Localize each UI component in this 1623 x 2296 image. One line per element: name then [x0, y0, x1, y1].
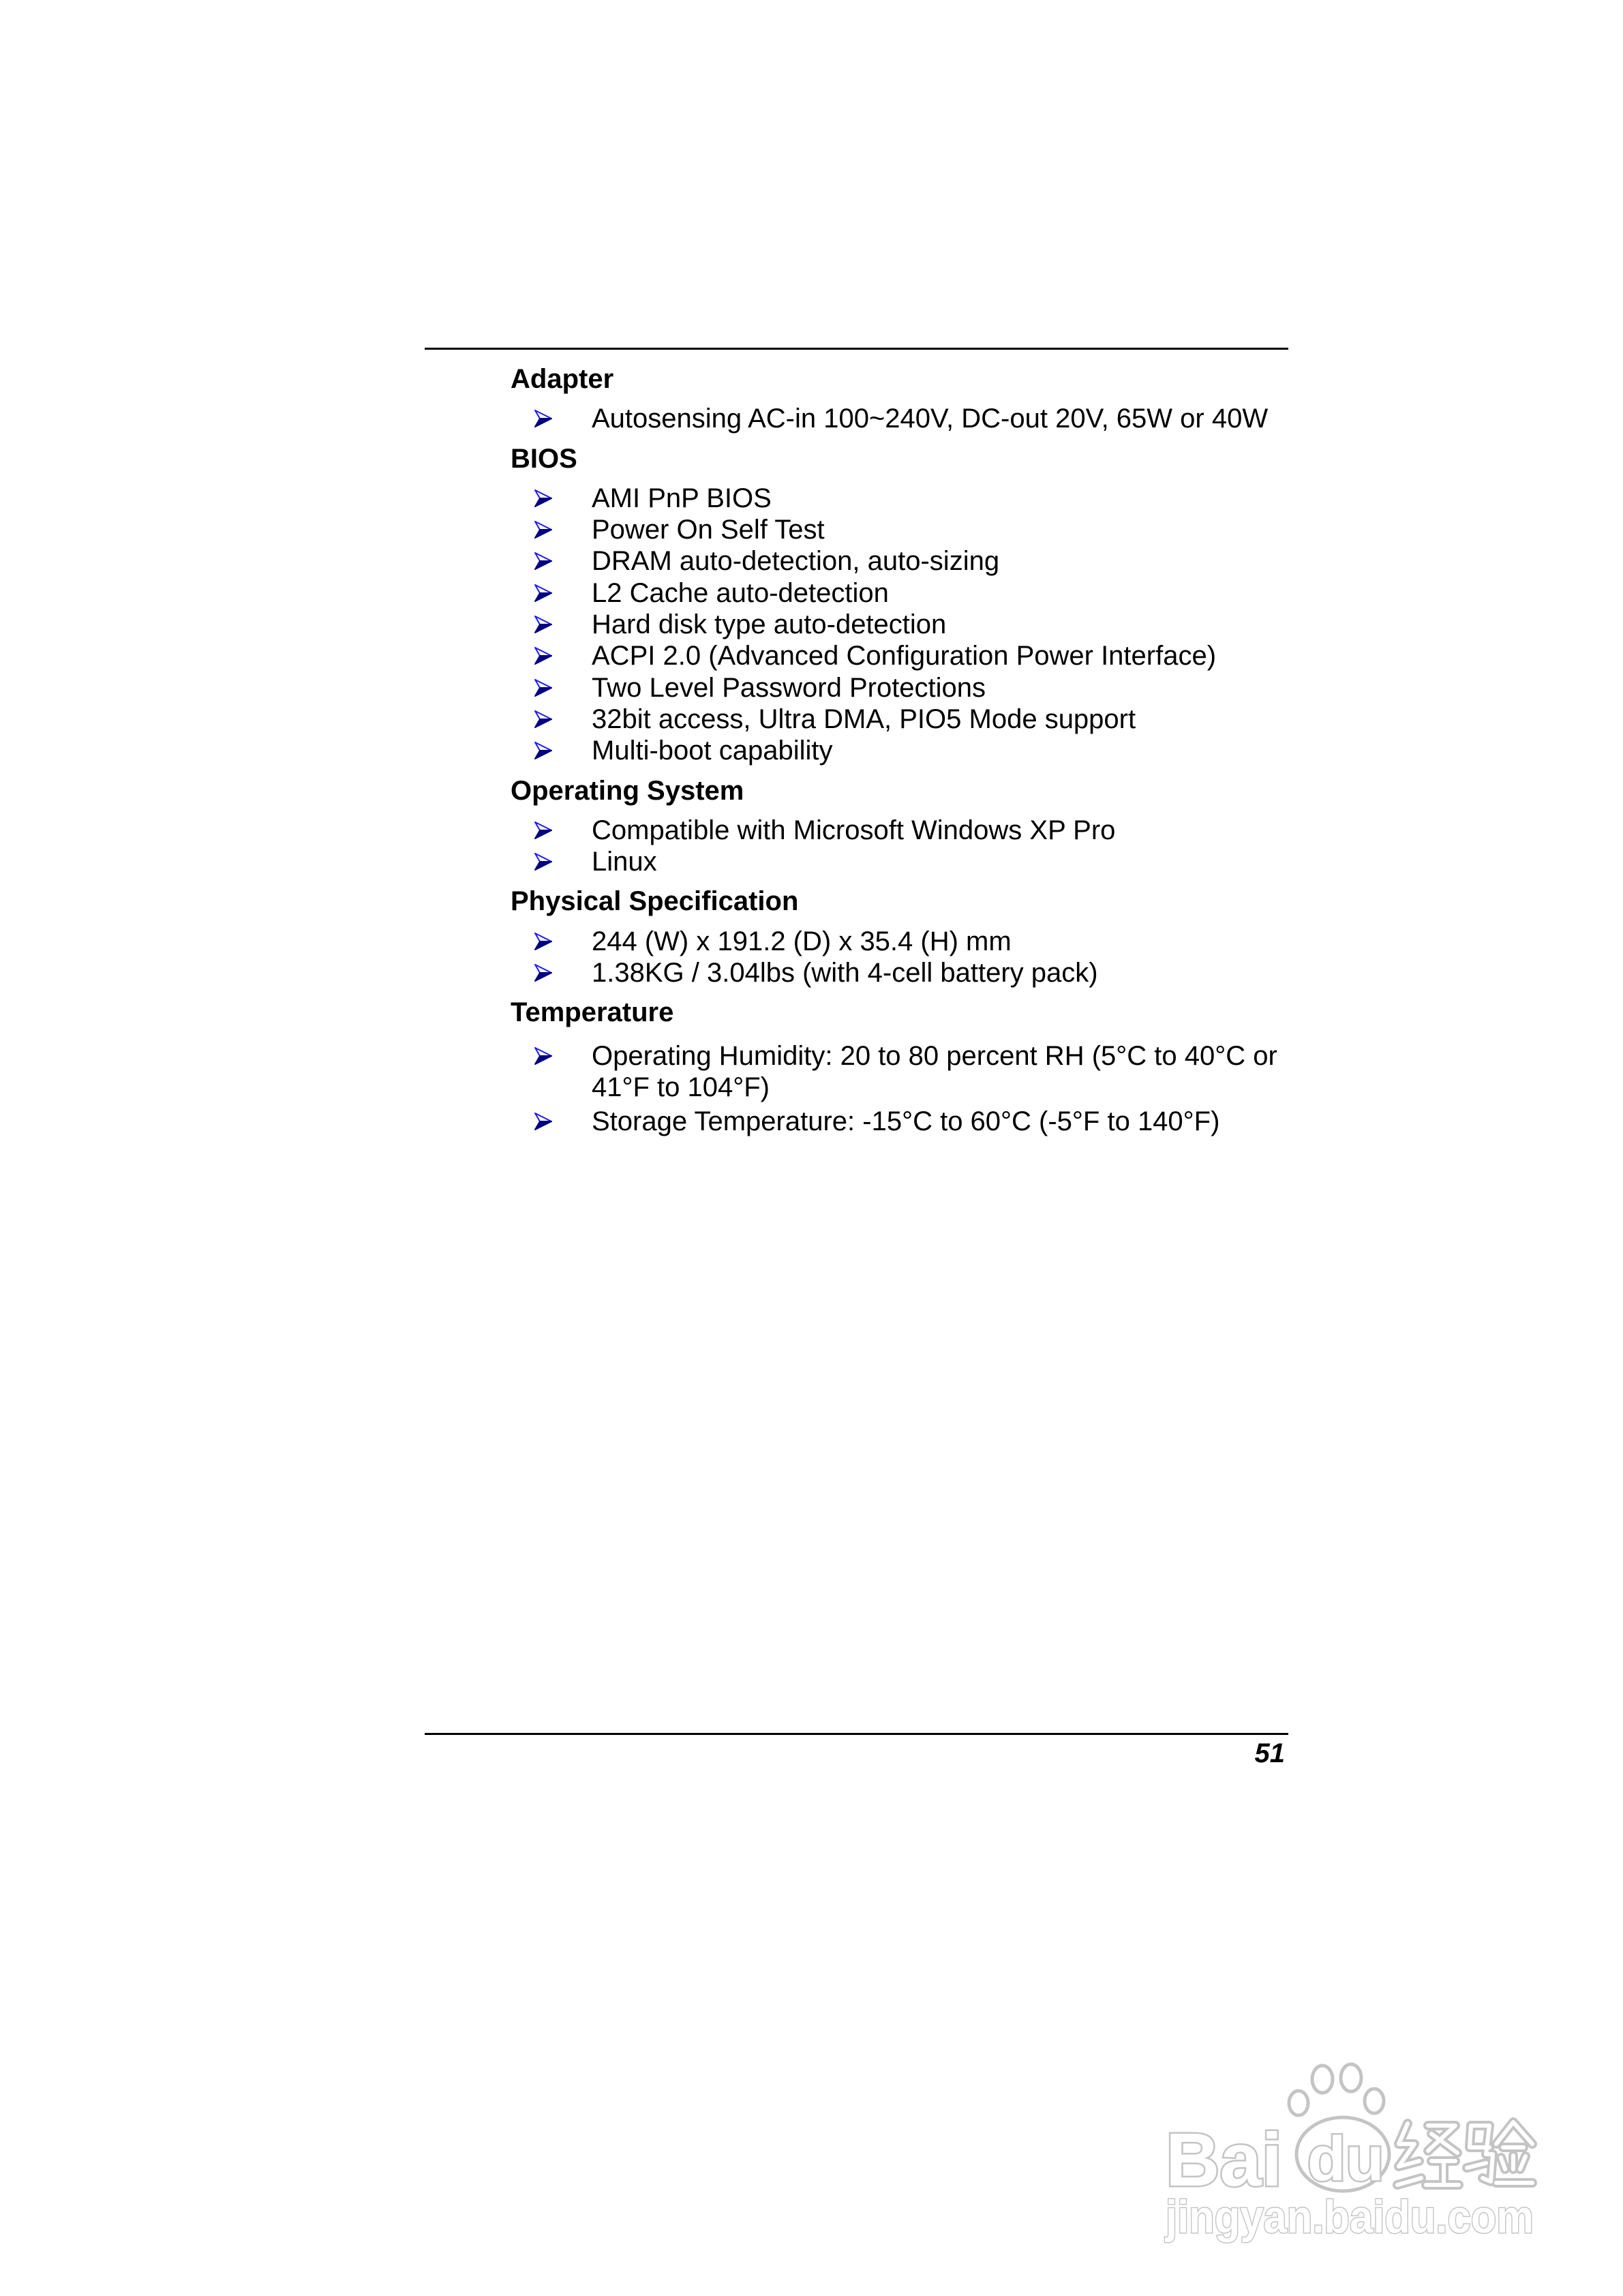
page-number: 51	[1254, 1738, 1285, 1768]
arrowhead-bullet-icon	[534, 521, 552, 539]
section-bios	[511, 443, 1288, 767]
list-item	[511, 403, 1288, 434]
watermark-cn-glyphs	[1397, 2122, 1532, 2185]
section-temperature	[511, 997, 1288, 1137]
section-adapter	[511, 363, 1288, 435]
list-item-text: AMI PnP BIOS	[592, 483, 772, 513]
list-item	[511, 672, 1288, 704]
list-item-text: Compatible with Microsoft Windows XP Pro	[592, 815, 1116, 845]
list-item	[511, 483, 1288, 514]
section-heading: Operating System	[511, 775, 744, 806]
section-heading: Adapter	[511, 364, 614, 394]
list-item-text: 32bit access, Ultra DMA, PIO5 Mode support	[592, 704, 1136, 734]
spec-list	[511, 363, 1288, 1138]
arrowhead-bullet-icon	[534, 552, 552, 570]
list-item-text: 1.38KG / 3.04lbs (with 4-cell battery pack)	[592, 958, 1098, 988]
arrowhead-bullet-icon	[534, 821, 552, 839]
watermark-url: jingyan.baidu.com	[1164, 2191, 1534, 2243]
list-item-text: Power On Self Test	[592, 515, 825, 545]
watermark-brand-left: Bai	[1166, 2118, 1283, 2202]
list-item-text: Storage Temperature: -15°C to 60°C (-5°F to 140°F)	[592, 1106, 1220, 1137]
list-item	[511, 1106, 1288, 1137]
list-item	[511, 704, 1288, 735]
list-item	[511, 545, 1288, 577]
arrowhead-bullet-icon	[534, 964, 552, 982]
section-heading: BIOS	[511, 443, 577, 474]
arrowhead-bullet-icon	[534, 489, 552, 507]
watermark-brand-right: du	[1307, 2124, 1384, 2194]
footer-rule	[425, 1733, 1288, 1735]
list-item	[511, 640, 1288, 671]
list-item	[511, 577, 1288, 609]
list-item-text: Linux	[592, 847, 657, 877]
list-item	[511, 846, 1288, 877]
list-item-text: Autosensing AC-in 100~240V, DC-out 20V, 65W or 40W	[592, 404, 1269, 434]
list-item-text: 244 (W) x 191.2 (D) x 35.4 (H) mm	[592, 926, 1012, 956]
arrowhead-bullet-icon	[534, 679, 552, 697]
list-item-text: Two Level Password Protections	[592, 672, 986, 703]
arrowhead-bullet-icon	[534, 410, 552, 427]
item-list	[511, 1040, 1288, 1138]
list-item-text: DRAM auto-detection, auto-sizing	[592, 546, 1000, 577]
arrowhead-bullet-icon	[534, 1113, 552, 1130]
list-item-text: ACPI 2.0 (Advanced Configuration Power Interface)	[592, 641, 1217, 671]
list-item	[511, 1040, 1288, 1104]
list-item	[511, 609, 1288, 640]
arrowhead-bullet-icon	[534, 710, 552, 728]
section-physical-specification	[511, 886, 1288, 988]
list-item-text: L2 Cache auto-detection	[592, 577, 889, 608]
arrowhead-bullet-icon	[534, 933, 552, 950]
list-item	[511, 815, 1288, 846]
list-item-text: Hard disk type auto-detection	[592, 609, 947, 640]
list-item	[511, 926, 1288, 957]
arrowhead-bullet-icon	[534, 647, 552, 665]
header-rule	[425, 348, 1288, 350]
arrowhead-bullet-icon	[534, 1047, 552, 1065]
section-operating-system	[511, 775, 1288, 878]
arrowhead-bullet-icon	[534, 853, 552, 871]
section-heading: Temperature	[511, 997, 674, 1028]
list-item-text: Operating Humidity: 20 to 80 percent RH (5°C to 40°C or 41°F to 104°F)	[592, 1040, 1277, 1102]
section-heading: Physical Specification	[511, 886, 799, 917]
arrowhead-bullet-icon	[534, 616, 552, 633]
item-list	[511, 403, 1288, 434]
list-item	[511, 514, 1288, 545]
arrowhead-bullet-icon	[534, 742, 552, 759]
item-list	[511, 483, 1288, 767]
item-list	[511, 815, 1288, 878]
list-item-text: Multi-boot capability	[592, 736, 833, 766]
list-item	[511, 735, 1288, 766]
arrowhead-bullet-icon	[534, 584, 552, 602]
item-list	[511, 926, 1288, 989]
list-item	[511, 957, 1288, 988]
baidu-jingyan-watermark	[1152, 2052, 1547, 2256]
